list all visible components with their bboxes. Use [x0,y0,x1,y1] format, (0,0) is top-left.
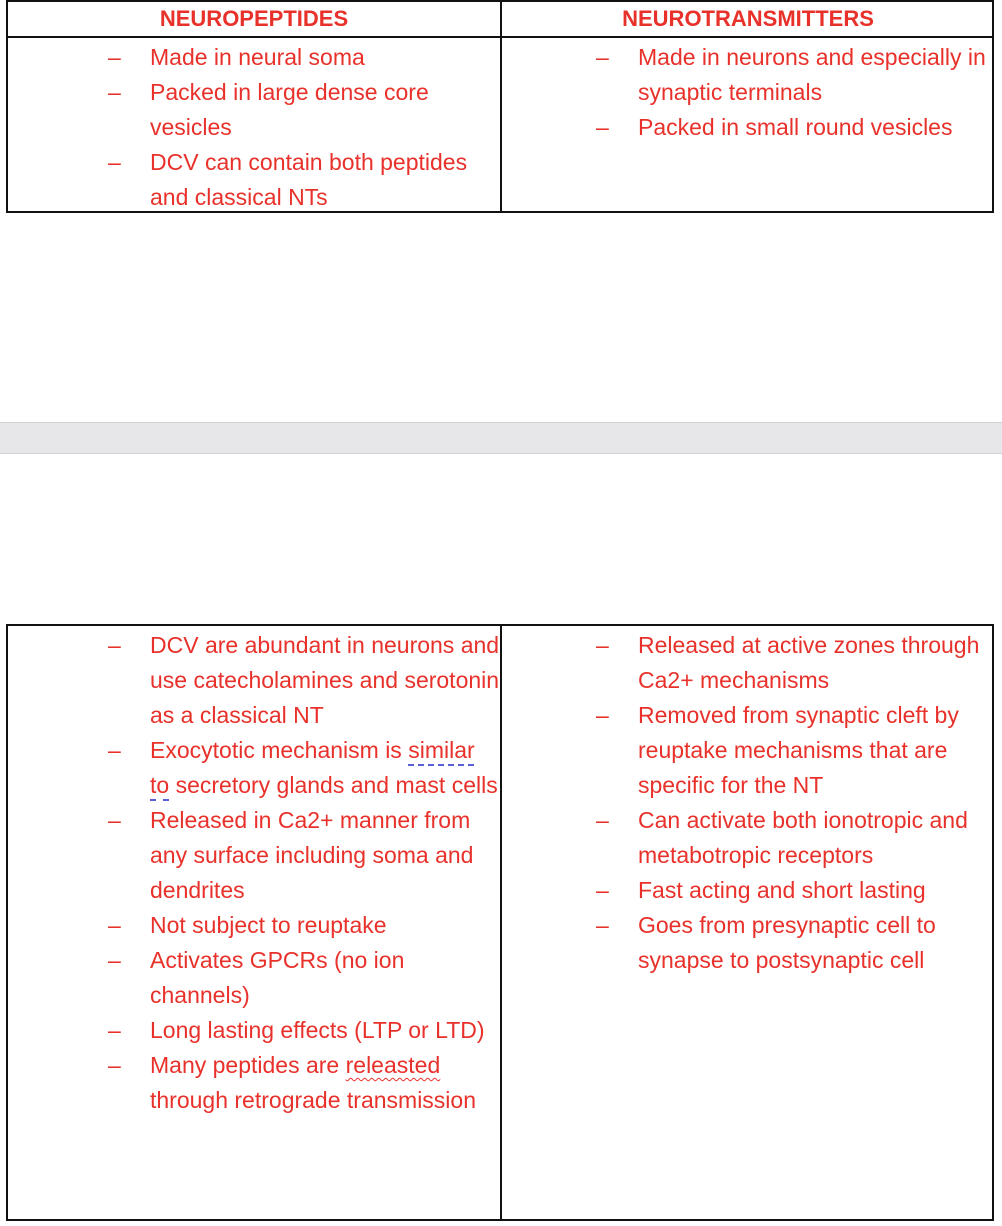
dash-bullet-icon: – [108,807,121,833]
list-item: – Can activate both ionotropic and metabotropic receptors [596,803,990,873]
list-item: – Removed from synaptic cleft by reuptake mechanisms that are specific for the NT [596,698,990,803]
top-left-cell [8,38,502,213]
dash-bullet-icon: – [108,44,121,70]
list-item: – Exocytotic mechanism is similar to secretory glands and mast cells [108,733,500,803]
list-item: – Long lasting effects (LTP or LTD) [108,1013,500,1048]
dash-bullet-icon: – [108,149,121,175]
list-item: – Packed in small round vesicles [596,110,990,145]
page-break-separator [0,422,1002,454]
spelling-flagged-word[interactable]: releasted [345,1052,441,1078]
dash-bullet-icon: – [108,947,121,973]
header-neuropeptides: NEUROPEPTIDES [8,2,502,38]
top-right-cell [502,38,994,213]
list-item: – Many peptides are releasted through retrograde transmission [108,1048,500,1118]
bottom-left-list [108,628,500,1118]
top-right-list [596,40,990,145]
dash-bullet-icon: – [596,877,609,903]
list-item: – Not subject to reuptake [108,908,500,943]
list-item: – Made in neurons and especially in synaptic terminals [596,40,990,110]
list-item: – Packed in large dense core vesicles [108,75,500,145]
top-left-list [108,40,500,215]
list-item: – Fast acting and short lasting [596,873,990,908]
dash-bullet-icon: – [596,912,609,938]
dash-bullet-icon: – [108,632,121,658]
dash-bullet-icon: – [596,632,609,658]
list-item: – Goes from presynaptic cell to synapse to postsynaptic cell [596,908,990,978]
list-item: – DCV are abundant in neurons and use catecholamines and serotonin as a classical NT [108,628,500,733]
list-item: – DCV can contain both peptides and classical NTs [108,145,500,215]
header-neurotransmitters: NEUROTRANSMITTERS [502,2,994,38]
list-item: – Made in neural soma [108,40,500,75]
dash-bullet-icon: – [108,912,121,938]
bottom-right-cell [502,626,994,1219]
list-item: – Released in Ca2+ manner from any surface including soma and dendrites [108,803,500,908]
dash-bullet-icon: – [596,44,609,70]
dash-bullet-icon: – [596,114,609,140]
grammar-flagged-text[interactable]: similar to [150,737,475,798]
list-item: – Activates GPCRs (no ion channels) [108,943,500,1013]
dash-bullet-icon: – [596,702,609,728]
bottom-right-list [596,628,990,978]
bottom-left-cell [8,626,502,1219]
top-comparison-table [6,0,994,213]
bottom-comparison-table [6,624,994,1221]
dash-bullet-icon: – [108,79,121,105]
list-item: – Released at active zones through Ca2+ mechanisms [596,628,990,698]
dash-bullet-icon: – [108,1017,121,1043]
dash-bullet-icon: – [108,737,121,763]
dash-bullet-icon: – [596,807,609,833]
dash-bullet-icon: – [108,1052,121,1078]
